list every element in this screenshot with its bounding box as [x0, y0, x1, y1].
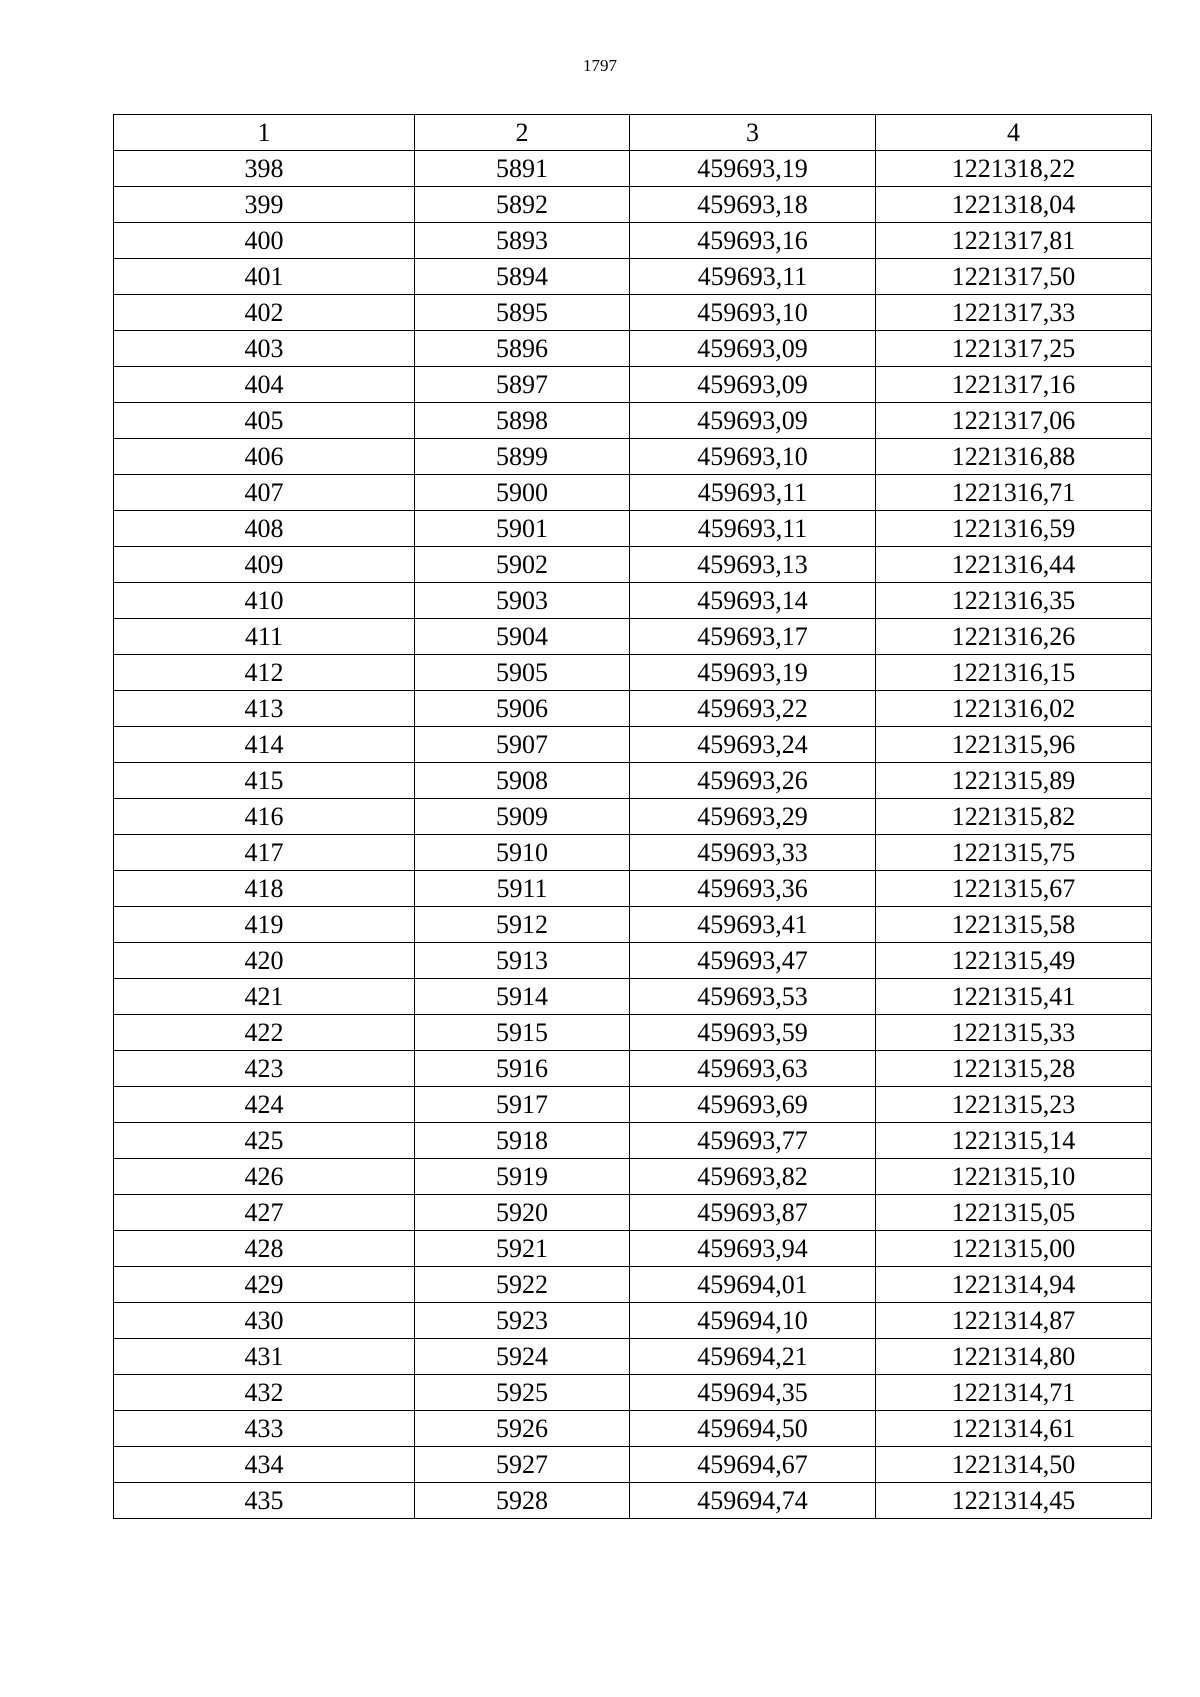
x-coordinate-cell: 459693,87: [630, 1195, 876, 1231]
y-coordinate-cell: 1221315,05: [876, 1195, 1152, 1231]
point-number-cell: 5908: [415, 763, 630, 799]
x-coordinate-cell: 459693,18: [630, 187, 876, 223]
y-coordinate-cell: 1221315,00: [876, 1231, 1152, 1267]
row-number-cell: 416: [114, 799, 415, 835]
table-row: [114, 1267, 1152, 1303]
x-coordinate-cell: 459693,16: [630, 223, 876, 259]
table-row: [114, 403, 1152, 439]
x-coordinate-cell: 459693,22: [630, 691, 876, 727]
x-coordinate-cell: 459693,09: [630, 331, 876, 367]
table-row: [114, 1375, 1152, 1411]
x-coordinate-cell: 459694,21: [630, 1339, 876, 1375]
y-coordinate-cell: 1221318,04: [876, 187, 1152, 223]
point-number-cell: 5903: [415, 583, 630, 619]
y-coordinate-cell: 1221318,22: [876, 151, 1152, 187]
row-number-cell: 429: [114, 1267, 415, 1303]
table-row: [114, 1051, 1152, 1087]
table-row: [114, 259, 1152, 295]
row-number-cell: 435: [114, 1483, 415, 1519]
table-row: [114, 835, 1152, 871]
y-coordinate-cell: 1221317,81: [876, 223, 1152, 259]
point-number-cell: 5895: [415, 295, 630, 331]
table-row: [114, 1483, 1152, 1519]
point-number-cell: 5926: [415, 1411, 630, 1447]
table-header: [114, 115, 1152, 151]
point-number-cell: 5909: [415, 799, 630, 835]
y-coordinate-cell: 1221314,71: [876, 1375, 1152, 1411]
y-coordinate-cell: 1221315,75: [876, 835, 1152, 871]
table-row: [114, 871, 1152, 907]
table-row: [114, 1231, 1152, 1267]
table-row: [114, 691, 1152, 727]
table-row: [114, 1123, 1152, 1159]
row-number-cell: 427: [114, 1195, 415, 1231]
y-coordinate-cell: 1221316,15: [876, 655, 1152, 691]
row-number-cell: 414: [114, 727, 415, 763]
row-number-cell: 406: [114, 439, 415, 475]
row-number-cell: 400: [114, 223, 415, 259]
table-row: [114, 331, 1152, 367]
y-coordinate-cell: 1221316,35: [876, 583, 1152, 619]
x-coordinate-cell: 459693,13: [630, 547, 876, 583]
point-number-cell: 5899: [415, 439, 630, 475]
table-row: [114, 511, 1152, 547]
x-coordinate-cell: 459694,50: [630, 1411, 876, 1447]
point-number-cell: 5910: [415, 835, 630, 871]
x-coordinate-cell: 459693,47: [630, 943, 876, 979]
point-number-cell: 5914: [415, 979, 630, 1015]
point-number-cell: 5928: [415, 1483, 630, 1519]
table-row: [114, 547, 1152, 583]
table-row: [114, 187, 1152, 223]
point-number-cell: 5919: [415, 1159, 630, 1195]
table-body: [114, 151, 1152, 1519]
column-header-2: 2: [415, 115, 630, 151]
row-number-cell: 405: [114, 403, 415, 439]
point-number-cell: 5918: [415, 1123, 630, 1159]
y-coordinate-cell: 1221314,80: [876, 1339, 1152, 1375]
x-coordinate-cell: 459693,33: [630, 835, 876, 871]
x-coordinate-cell: 459693,59: [630, 1015, 876, 1051]
y-coordinate-cell: 1221317,06: [876, 403, 1152, 439]
point-number-cell: 5896: [415, 331, 630, 367]
row-number-cell: 431: [114, 1339, 415, 1375]
point-number-cell: 5922: [415, 1267, 630, 1303]
row-number-cell: 401: [114, 259, 415, 295]
x-coordinate-cell: 459693,69: [630, 1087, 876, 1123]
point-number-cell: 5916: [415, 1051, 630, 1087]
table-row: [114, 1087, 1152, 1123]
y-coordinate-cell: 1221317,25: [876, 331, 1152, 367]
row-number-cell: 399: [114, 187, 415, 223]
row-number-cell: 403: [114, 331, 415, 367]
point-number-cell: 5897: [415, 367, 630, 403]
table-row: [114, 907, 1152, 943]
point-number-cell: 5905: [415, 655, 630, 691]
y-coordinate-cell: 1221314,45: [876, 1483, 1152, 1519]
point-number-cell: 5893: [415, 223, 630, 259]
x-coordinate-cell: 459693,26: [630, 763, 876, 799]
table-row: [114, 475, 1152, 511]
row-number-cell: 432: [114, 1375, 415, 1411]
point-number-cell: 5892: [415, 187, 630, 223]
point-number-cell: 5898: [415, 403, 630, 439]
x-coordinate-cell: 459693,41: [630, 907, 876, 943]
table-row: [114, 1159, 1152, 1195]
row-number-cell: 410: [114, 583, 415, 619]
point-number-cell: 5917: [415, 1087, 630, 1123]
x-coordinate-cell: 459693,14: [630, 583, 876, 619]
point-number-cell: 5904: [415, 619, 630, 655]
row-number-cell: 420: [114, 943, 415, 979]
coordinates-table: [113, 114, 1152, 1519]
row-number-cell: 419: [114, 907, 415, 943]
x-coordinate-cell: 459693,11: [630, 259, 876, 295]
x-coordinate-cell: 459694,01: [630, 1267, 876, 1303]
row-number-cell: 417: [114, 835, 415, 871]
x-coordinate-cell: 459694,74: [630, 1483, 876, 1519]
row-number-cell: 424: [114, 1087, 415, 1123]
page-number: 1797: [583, 56, 617, 75]
table-row: [114, 295, 1152, 331]
y-coordinate-cell: 1221317,16: [876, 367, 1152, 403]
y-coordinate-cell: 1221314,61: [876, 1411, 1152, 1447]
row-number-cell: 426: [114, 1159, 415, 1195]
row-number-cell: 408: [114, 511, 415, 547]
table-row: [114, 583, 1152, 619]
y-coordinate-cell: 1221315,14: [876, 1123, 1152, 1159]
y-coordinate-cell: 1221316,26: [876, 619, 1152, 655]
x-coordinate-cell: 459693,94: [630, 1231, 876, 1267]
table-row: [114, 223, 1152, 259]
x-coordinate-cell: 459693,11: [630, 511, 876, 547]
table-row: [114, 727, 1152, 763]
table-row: [114, 799, 1152, 835]
y-coordinate-cell: 1221315,41: [876, 979, 1152, 1015]
y-coordinate-cell: 1221315,58: [876, 907, 1152, 943]
y-coordinate-cell: 1221317,50: [876, 259, 1152, 295]
row-number-cell: 398: [114, 151, 415, 187]
y-coordinate-cell: 1221316,71: [876, 475, 1152, 511]
table-row: [114, 1447, 1152, 1483]
point-number-cell: 5920: [415, 1195, 630, 1231]
y-coordinate-cell: 1221315,67: [876, 871, 1152, 907]
point-number-cell: 5900: [415, 475, 630, 511]
y-coordinate-cell: 1221315,96: [876, 727, 1152, 763]
row-number-cell: 411: [114, 619, 415, 655]
x-coordinate-cell: 459693,82: [630, 1159, 876, 1195]
row-number-cell: 421: [114, 979, 415, 1015]
table-row: [114, 1339, 1152, 1375]
table-row: [114, 1303, 1152, 1339]
x-coordinate-cell: 459693,24: [630, 727, 876, 763]
x-coordinate-cell: 459694,35: [630, 1375, 876, 1411]
y-coordinate-cell: 1221316,02: [876, 691, 1152, 727]
x-coordinate-cell: 459693,77: [630, 1123, 876, 1159]
x-coordinate-cell: 459693,19: [630, 151, 876, 187]
table-row: [114, 1411, 1152, 1447]
y-coordinate-cell: 1221317,33: [876, 295, 1152, 331]
point-number-cell: 5902: [415, 547, 630, 583]
y-coordinate-cell: 1221315,33: [876, 1015, 1152, 1051]
point-number-cell: 5906: [415, 691, 630, 727]
row-number-cell: 423: [114, 1051, 415, 1087]
x-coordinate-cell: 459693,29: [630, 799, 876, 835]
y-coordinate-cell: 1221315,10: [876, 1159, 1152, 1195]
table-row: [114, 979, 1152, 1015]
row-number-cell: 418: [114, 871, 415, 907]
x-coordinate-cell: 459693,10: [630, 439, 876, 475]
point-number-cell: 5907: [415, 727, 630, 763]
row-number-cell: 430: [114, 1303, 415, 1339]
x-coordinate-cell: 459693,09: [630, 367, 876, 403]
row-number-cell: 433: [114, 1411, 415, 1447]
point-number-cell: 5924: [415, 1339, 630, 1375]
y-coordinate-cell: 1221316,88: [876, 439, 1152, 475]
header-row: [114, 115, 1152, 151]
table-row: [114, 151, 1152, 187]
point-number-cell: 5927: [415, 1447, 630, 1483]
x-coordinate-cell: 459693,63: [630, 1051, 876, 1087]
row-number-cell: 402: [114, 295, 415, 331]
y-coordinate-cell: 1221316,59: [876, 511, 1152, 547]
point-number-cell: 5901: [415, 511, 630, 547]
y-coordinate-cell: 1221314,94: [876, 1267, 1152, 1303]
x-coordinate-cell: 459693,17: [630, 619, 876, 655]
x-coordinate-cell: 459694,67: [630, 1447, 876, 1483]
row-number-cell: 434: [114, 1447, 415, 1483]
column-header-1: 1: [114, 115, 415, 151]
y-coordinate-cell: 1221316,44: [876, 547, 1152, 583]
point-number-cell: 5915: [415, 1015, 630, 1051]
table-row: [114, 367, 1152, 403]
point-number-cell: 5925: [415, 1375, 630, 1411]
table-row: [114, 1195, 1152, 1231]
y-coordinate-cell: 1221315,23: [876, 1087, 1152, 1123]
row-number-cell: 404: [114, 367, 415, 403]
row-number-cell: 407: [114, 475, 415, 511]
point-number-cell: 5913: [415, 943, 630, 979]
x-coordinate-cell: 459693,19: [630, 655, 876, 691]
table-row: [114, 943, 1152, 979]
point-number-cell: 5891: [415, 151, 630, 187]
column-header-3: 3: [630, 115, 876, 151]
table-row: [114, 439, 1152, 475]
row-number-cell: 409: [114, 547, 415, 583]
table-row: [114, 1015, 1152, 1051]
x-coordinate-cell: 459693,09: [630, 403, 876, 439]
table-row: [114, 619, 1152, 655]
point-number-cell: 5912: [415, 907, 630, 943]
y-coordinate-cell: 1221314,50: [876, 1447, 1152, 1483]
point-number-cell: 5921: [415, 1231, 630, 1267]
y-coordinate-cell: 1221315,82: [876, 799, 1152, 835]
x-coordinate-cell: 459694,10: [630, 1303, 876, 1339]
row-number-cell: 425: [114, 1123, 415, 1159]
row-number-cell: 413: [114, 691, 415, 727]
row-number-cell: 422: [114, 1015, 415, 1051]
column-header-4: 4: [876, 115, 1152, 151]
point-number-cell: 5911: [415, 871, 630, 907]
x-coordinate-cell: 459693,11: [630, 475, 876, 511]
point-number-cell: 5894: [415, 259, 630, 295]
y-coordinate-cell: 1221315,28: [876, 1051, 1152, 1087]
point-number-cell: 5923: [415, 1303, 630, 1339]
x-coordinate-cell: 459693,53: [630, 979, 876, 1015]
y-coordinate-cell: 1221314,87: [876, 1303, 1152, 1339]
x-coordinate-cell: 459693,36: [630, 871, 876, 907]
row-number-cell: 428: [114, 1231, 415, 1267]
row-number-cell: 412: [114, 655, 415, 691]
table-row: [114, 763, 1152, 799]
y-coordinate-cell: 1221315,49: [876, 943, 1152, 979]
x-coordinate-cell: 459693,10: [630, 295, 876, 331]
table-row: [114, 655, 1152, 691]
row-number-cell: 415: [114, 763, 415, 799]
y-coordinate-cell: 1221315,89: [876, 763, 1152, 799]
